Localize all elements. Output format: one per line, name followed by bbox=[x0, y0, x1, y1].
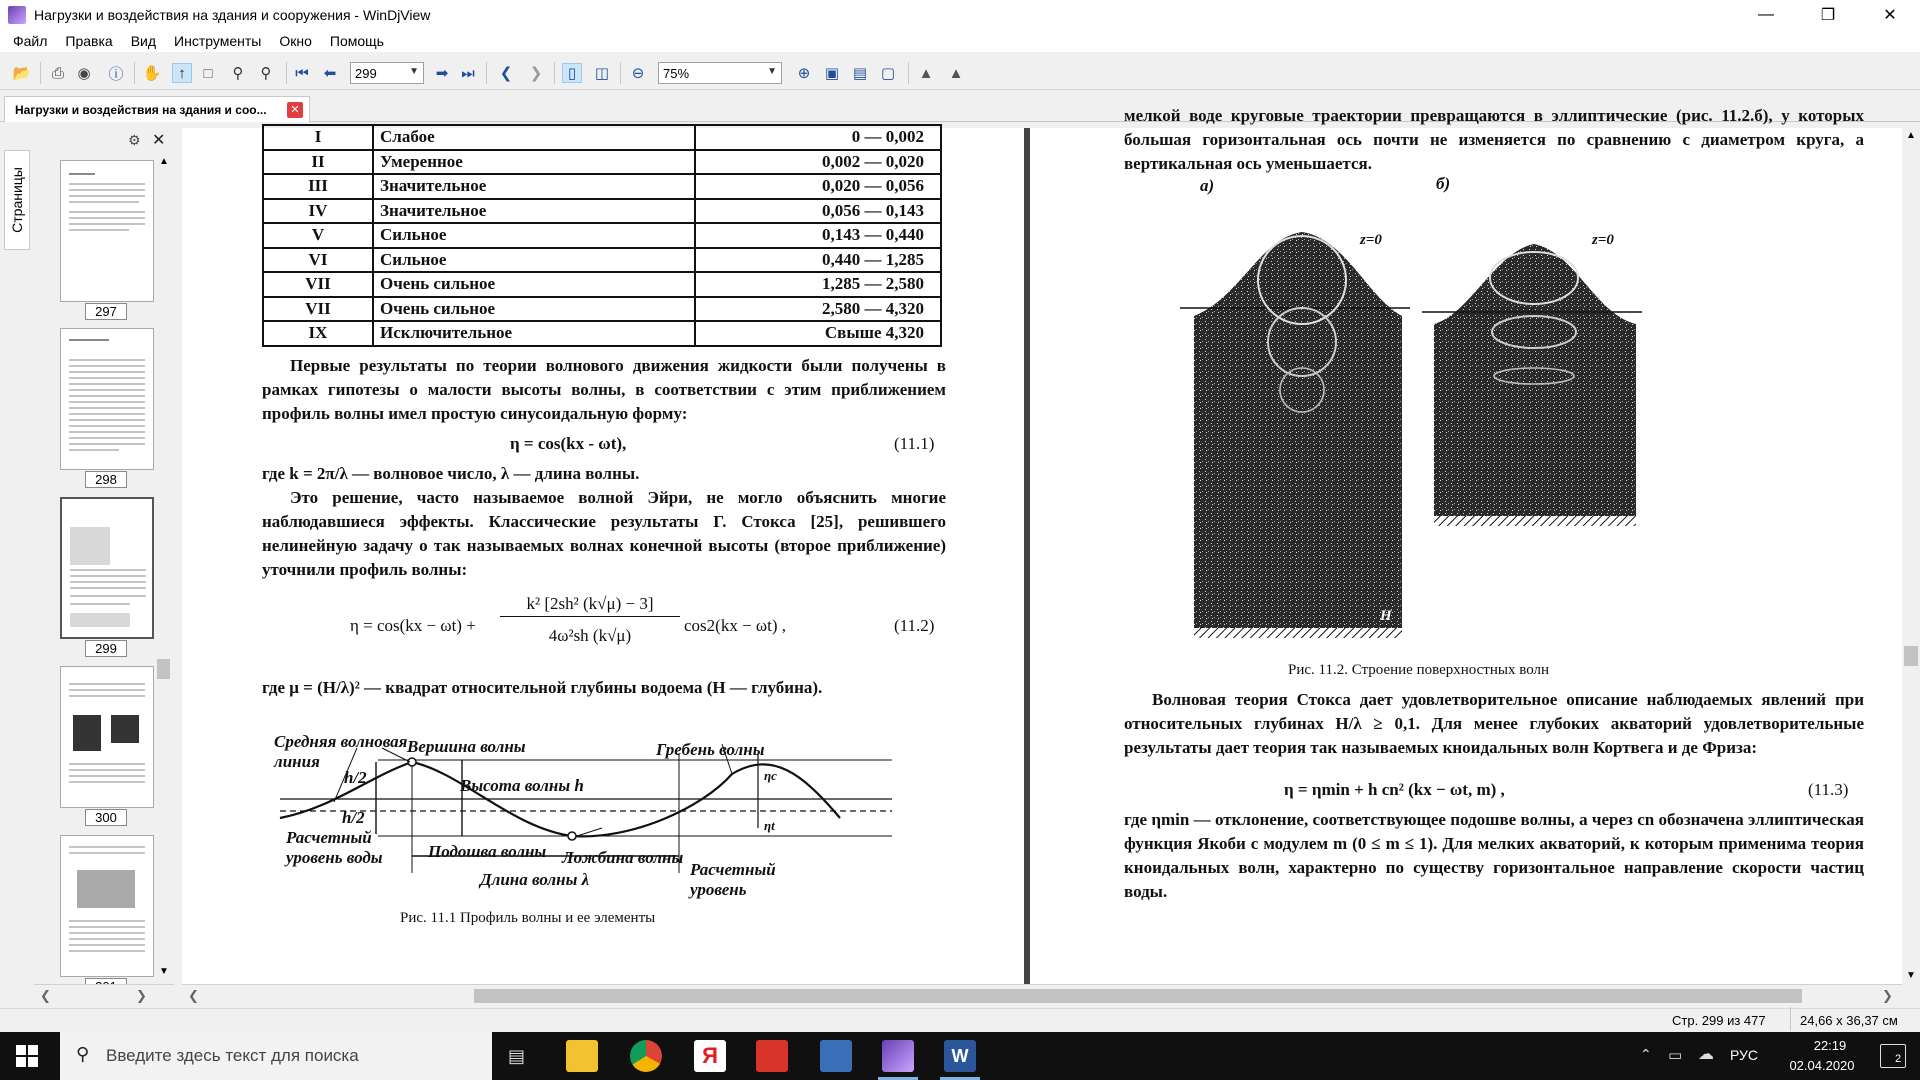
paragraph-airy-wave: Это решение, часто называемое волной Эйри, не могло объяснить многие наблюдавшиеся эффекты. Классические результаты Г. Стокса [25], решившего нелинейную задачу о так называемых волнах конечной высоты (второе приближение) уточнили профиль волны: bbox=[262, 488, 946, 579]
close-tab-icon[interactable]: ✕ bbox=[287, 102, 303, 118]
row-range-cell: 1,285 — 2,580 bbox=[695, 272, 941, 297]
minimize-button[interactable]: — bbox=[1758, 6, 1774, 23]
row-number-cell: VII bbox=[263, 272, 373, 297]
scrollbar-thumb[interactable] bbox=[157, 659, 170, 679]
menu-tools[interactable]: Инструменты bbox=[174, 33, 262, 49]
file-explorer-icon[interactable] bbox=[566, 1040, 598, 1072]
row-name-cell: Очень сильное bbox=[373, 272, 695, 297]
figure-11-2-caption: Рис. 11.2. Строение поверхностных волн bbox=[1288, 662, 1550, 678]
row-range-cell: 0,056 — 0,143 bbox=[695, 199, 941, 224]
paragraph-stokes-theory: Волновая теория Стокса дает удовлетворительное описание наблюдаемых явлений при относительных глубинах H/λ ≥ 0,1. Для менее глубоких акваторий удовлетворительные результаты дает теория так называемых кноидальных волн Кортвега и де Фриза: bbox=[1124, 690, 1864, 757]
row-range-cell: 0 — 0,002 bbox=[695, 125, 941, 150]
forward-icon[interactable]: ❯ bbox=[529, 65, 543, 82]
chevron-down-icon: ▼ bbox=[767, 66, 777, 77]
label-wave-length: Длина волны λ bbox=[480, 870, 590, 889]
thumbnail-label: 297 bbox=[85, 303, 127, 320]
page-number-value: 299 bbox=[355, 65, 377, 81]
notification-count: 2 bbox=[1895, 1053, 1902, 1065]
fit-page-icon[interactable]: ▣ bbox=[824, 65, 840, 82]
page-number-input[interactable] bbox=[350, 62, 424, 84]
settings-gear-icon[interactable]: ⚙ bbox=[128, 132, 141, 148]
thumbnail-page-298[interactable] bbox=[60, 328, 154, 470]
bottom-hatching bbox=[1194, 628, 1402, 638]
menu-view[interactable]: Вид bbox=[130, 33, 157, 49]
taskbar-search-placeholder: Введите здесь текст для поиска bbox=[106, 1046, 359, 1065]
label-eta-t: ηt bbox=[764, 818, 775, 833]
scroll-left-icon[interactable]: ❮ bbox=[40, 988, 51, 1003]
page-size-status: 24,66 x 36,37 см bbox=[1800, 1013, 1898, 1028]
notifications-icon[interactable] bbox=[1880, 1044, 1906, 1068]
toolbar bbox=[0, 54, 1920, 90]
open-folder-icon[interactable]: 📂 bbox=[12, 65, 32, 82]
yandex-browser-icon[interactable]: Я bbox=[694, 1040, 726, 1072]
first-page-icon[interactable]: ⏮ bbox=[295, 64, 309, 82]
scrollbar-thumb[interactable] bbox=[1904, 646, 1918, 666]
search-icon: ⚲ bbox=[76, 1044, 90, 1064]
equation-11-2-number: (11.2) bbox=[894, 616, 935, 635]
zoom-level-value: 75% bbox=[663, 65, 690, 81]
shallow-water-section bbox=[1434, 244, 1636, 516]
restore-button[interactable]: ❐ bbox=[1820, 7, 1836, 24]
row-number-cell: V bbox=[263, 223, 373, 248]
equation-11-2-numerator: k² [2sh² (k√μ) − 3] bbox=[500, 592, 680, 617]
paragraph-elliptic-trajectories: мелкой воде круговые траектории превращаются в эллиптические (рис. 11.2.б), у которых большая горизонтальная ось почти не изменяется по сравнению с диаметром круга, а вертикальная ось уменьшается. bbox=[1124, 106, 1864, 173]
row-range-cell: 2,580 — 4,320 bbox=[695, 297, 941, 322]
windjview-app-icon bbox=[8, 6, 26, 24]
page-position-status: Стр. 299 из 477 bbox=[1672, 1013, 1766, 1028]
thumbnail-page-301[interactable] bbox=[60, 835, 154, 977]
zoom-in-tool-icon[interactable]: ⚲ bbox=[232, 65, 244, 82]
deep-water-section bbox=[1194, 232, 1402, 628]
chevron-down-icon: ▼ bbox=[409, 66, 419, 77]
windjview-taskbar-icon[interactable] bbox=[882, 1040, 914, 1072]
back-icon[interactable]: ❮ bbox=[499, 65, 513, 82]
label-wave-height: Высота волны h bbox=[460, 776, 584, 795]
row-range-cell: 0,020 — 0,056 bbox=[695, 174, 941, 199]
clock-time[interactable]: 22:19 bbox=[1813, 1038, 1847, 1053]
close-panel-icon[interactable]: ✕ bbox=[152, 132, 166, 149]
page-300-right bbox=[1030, 106, 1902, 984]
document-view[interactable] bbox=[182, 106, 1902, 984]
print-icon[interactable]: ⎙ bbox=[51, 64, 64, 82]
thumbnails-vertical-scrollbar[interactable] bbox=[155, 154, 172, 980]
paragraph-relative-depth: где μ = (H/λ)² — квадрат относительной глубины водоема (H — глубина). bbox=[262, 678, 823, 697]
scroll-right-icon[interactable]: ❯ bbox=[136, 988, 147, 1003]
window-title: Нагрузки и воздействия на здания и сооружения - WinDjView bbox=[34, 7, 431, 23]
close-window-button[interactable]: ✕ bbox=[1883, 7, 1897, 24]
scroll-down-icon[interactable]: ▼ bbox=[1906, 970, 1916, 981]
scroll-up-icon[interactable]: ▲ bbox=[159, 156, 169, 167]
label-wave-crest: Гребень волны bbox=[656, 740, 765, 759]
rotate-left-icon[interactable]: ▲ bbox=[918, 64, 934, 82]
paragraph-cnoidal-waves: где ηmin — отклонение, соответствующее подошве волны, а через cn обозначена эллиптическая функция Якоби с модулем m (0 ≤ m ≤ 1). Для мелких акваторий, к которым применима теория кноидальных волн, характерно по существу горизонтальное направление скорости частиц воды. bbox=[1124, 810, 1864, 901]
scroll-up-icon[interactable]: ▲ bbox=[1906, 130, 1916, 141]
battery-icon[interactable]: ▭ bbox=[1668, 1047, 1683, 1064]
label-wave-trough: Ложбина волны bbox=[562, 848, 684, 867]
row-number-cell: IX bbox=[263, 321, 373, 346]
figure-label-a: а) bbox=[1200, 176, 1215, 195]
zoom-level-input[interactable] bbox=[658, 62, 782, 84]
page-299-left bbox=[182, 128, 1024, 984]
row-number-cell: III bbox=[263, 174, 373, 199]
thumbnail-page-299[interactable] bbox=[60, 497, 154, 639]
label-mean-wave-line: Средняя волновая линия bbox=[274, 732, 408, 771]
taskbar-search-box[interactable] bbox=[60, 1032, 492, 1080]
select-tool-icon[interactable]: ↑ bbox=[172, 63, 192, 83]
menu-edit[interactable]: Правка bbox=[65, 33, 113, 49]
bottom-hatching bbox=[1434, 516, 1636, 526]
windows-start-icon[interactable] bbox=[16, 1045, 38, 1067]
thumbnail-label: 298 bbox=[85, 471, 127, 488]
z-zero-label-b: z=0 bbox=[1592, 232, 1614, 248]
thumbnail-label: 299 bbox=[85, 640, 127, 657]
prev-page-icon[interactable]: ⬅ bbox=[323, 65, 337, 82]
computer-app-icon[interactable] bbox=[820, 1040, 852, 1072]
row-name-cell: Умеренное bbox=[373, 150, 695, 175]
windows-taskbar bbox=[0, 1032, 1920, 1080]
info-icon[interactable]: ⓘ bbox=[108, 65, 124, 83]
label-half-height-top: h/2 bbox=[344, 768, 367, 787]
row-name-cell: Значительное bbox=[373, 199, 695, 224]
menu-window[interactable]: Окно bbox=[279, 33, 312, 49]
row-number-cell: I bbox=[263, 125, 373, 150]
row-number-cell: II bbox=[263, 150, 373, 175]
z-zero-label-a: z=0 bbox=[1360, 232, 1382, 248]
document-horizontal-scrollbar[interactable] bbox=[182, 984, 1902, 1006]
menu-file[interactable]: Файл bbox=[13, 33, 48, 49]
document-vertical-scrollbar[interactable] bbox=[1902, 128, 1920, 984]
equation-11-1: η = cos(kx - ωt), bbox=[510, 434, 627, 453]
equation-11-2-left: η = cos(kx − ωt) + bbox=[350, 616, 476, 635]
chrome-icon[interactable] bbox=[630, 1040, 662, 1072]
chevron-up-icon[interactable]: ⌃ bbox=[1640, 1046, 1652, 1062]
pages-sidebar-tab[interactable] bbox=[4, 150, 30, 250]
label-wave-top: Вершина волны bbox=[407, 737, 526, 756]
equation-11-3: η = ηmin + h cn² (kx − ωt, m) , bbox=[1284, 780, 1505, 799]
word-icon[interactable]: W bbox=[944, 1040, 976, 1072]
depth-h-label: H bbox=[1380, 608, 1392, 624]
two-pages-icon[interactable]: ◫ bbox=[594, 65, 610, 82]
zoom-in-icon[interactable]: ⊕ bbox=[797, 65, 811, 82]
label-wave-bottom: Подошва волны bbox=[428, 842, 547, 861]
clock-date[interactable]: 02.04.2020 bbox=[1789, 1058, 1855, 1073]
row-number-cell: VII bbox=[263, 297, 373, 322]
network-icon[interactable]: ☁ bbox=[1698, 1046, 1714, 1063]
thumbnail-page-300[interactable] bbox=[60, 666, 154, 808]
label-design-water-level: Расчетный уровень воды bbox=[286, 828, 383, 867]
next-page-icon[interactable]: ➡ bbox=[435, 65, 449, 82]
row-name-cell: Сильное bbox=[373, 248, 695, 273]
row-range-cell: Свыше 4,320 bbox=[695, 321, 941, 346]
row-number-cell: IV bbox=[263, 199, 373, 224]
row-range-cell: 0,143 — 0,440 bbox=[695, 223, 941, 248]
figure-11-1-caption: Рис. 11.1 Профиль волны и ее элементы bbox=[400, 910, 656, 926]
zoom-out-icon[interactable]: ⊖ bbox=[631, 65, 645, 82]
single-page-icon[interactable]: ▯ bbox=[562, 63, 582, 83]
document-tab-label: Нагрузки и воздействия на здания и соо... bbox=[15, 102, 267, 117]
equation-11-1-number: (11.1) bbox=[894, 434, 935, 453]
input-language[interactable]: РУС bbox=[1730, 1047, 1759, 1063]
paragraph-wave-number: где k = 2π/λ — волновое число, λ — длина волны. bbox=[262, 464, 640, 483]
rotate-right-icon[interactable]: ▲ bbox=[948, 64, 964, 82]
document-tab[interactable] bbox=[4, 96, 310, 122]
menu-bar bbox=[0, 30, 1920, 52]
task-view-icon[interactable]: ▤ bbox=[508, 1046, 526, 1066]
scroll-left-icon[interactable]: ❮ bbox=[188, 988, 199, 1003]
pages-sidebar-tab-label: Страницы bbox=[9, 167, 26, 233]
title-bar bbox=[0, 0, 1920, 30]
paragraph-first-results: Первые результаты по теории волнового движения жидкости были получены в рамках гипотезы о малости высоты волны, в соответствии с этим приближением профиль волны имел простую синусоидальную форму: bbox=[262, 356, 946, 423]
figure-label-b: б) bbox=[1436, 174, 1451, 193]
scroll-right-icon[interactable]: ❯ bbox=[1882, 988, 1893, 1003]
equation-11-2-right: cos2(kx − ωt) , bbox=[684, 616, 786, 635]
row-name-cell: Сильное bbox=[373, 223, 695, 248]
scrollbar-thumb[interactable] bbox=[474, 989, 1802, 1003]
row-name-cell: Исключительное bbox=[373, 321, 695, 346]
thumbnail-page-297[interactable] bbox=[60, 160, 154, 302]
equation-11-3-number: (11.3) bbox=[1808, 780, 1849, 799]
fit-width-icon[interactable]: ▤ bbox=[852, 65, 868, 82]
label-half-height-bottom: h/2 bbox=[342, 808, 365, 827]
hand-tool-icon[interactable]: ✋ bbox=[142, 65, 162, 82]
trough-point bbox=[568, 832, 576, 840]
app-red-icon[interactable] bbox=[756, 1040, 788, 1072]
row-number-cell: VI bbox=[263, 248, 373, 273]
actual-size-icon[interactable]: ▢ bbox=[880, 65, 896, 82]
row-name-cell: Слабое bbox=[373, 125, 695, 150]
label-eta-c: ηc bbox=[764, 768, 777, 783]
row-name-cell: Очень сильное bbox=[373, 297, 695, 322]
find-binoculars-icon[interactable]: ◉ bbox=[77, 65, 91, 82]
row-range-cell: 0,440 — 1,285 bbox=[695, 248, 941, 273]
thumbnail-label: 300 bbox=[85, 809, 127, 826]
thumbnails-horizontal-scrollbar[interactable] bbox=[34, 984, 174, 1006]
rect-select-icon[interactable]: □ bbox=[203, 64, 213, 82]
equation-11-2-denominator: 4ω²sh (k√μ) bbox=[548, 626, 632, 645]
menu-help[interactable]: Помощь bbox=[329, 33, 384, 49]
label-design-level: Расчетный уровень bbox=[690, 860, 776, 899]
zoom-rect-tool-icon[interactable]: ⚲ bbox=[260, 65, 272, 82]
status-bar bbox=[0, 1008, 1920, 1032]
scroll-down-icon[interactable]: ▼ bbox=[159, 966, 169, 977]
row-name-cell: Значительное bbox=[373, 174, 695, 199]
row-range-cell: 0,002 — 0,020 bbox=[695, 150, 941, 175]
last-page-icon[interactable]: ⏭ bbox=[461, 64, 475, 82]
